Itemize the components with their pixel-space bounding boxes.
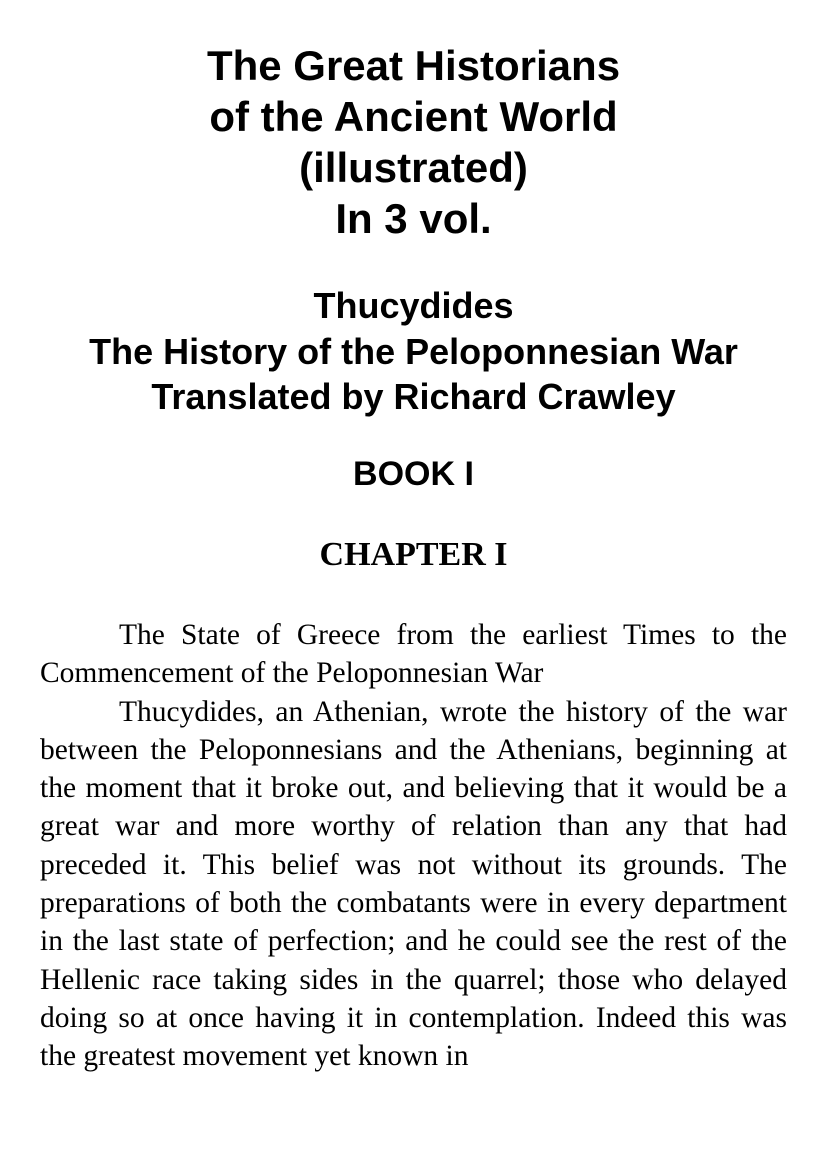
title-line-2: of the Ancient World (209, 93, 618, 140)
document-subtitle (0, 283, 827, 420)
body-paragraph: Thucydides, an Athenian, wrote the history of the war between the Peloponnesians and the Athenians, beginning at the moment that it broke out, and believing that it would be a great war and more worthy of relation than any that had preceded it. This belief was not without its grounds. The preparations of both the combatants were in every department in the last state of perfection; and he could see the rest of the Hellenic race taking sides in the quarrel; those who delayed doing so at once having it in contemplation. Indeed this was the greatest movement yet known in (40, 695, 787, 1073)
document-title (0, 40, 827, 244)
body-text (40, 616, 787, 1076)
chapter-heading: CHAPTER I (319, 536, 508, 573)
title-line-1: The Great Historians (206, 42, 621, 89)
translator-credit: Translated by Richard Crawley (151, 376, 676, 417)
title-line-3: (illustrated) (299, 144, 528, 191)
book-heading: BOOK I (353, 455, 474, 493)
title-line-4: In 3 vol. (335, 195, 492, 242)
work-title: The History of the Peloponnesian War (89, 330, 738, 372)
chapter-summary-paragraph: The State of Greece from the earliest Times to the Commencement of the Peloponnesian War (40, 619, 787, 690)
author-name: Thucydides (313, 285, 514, 326)
